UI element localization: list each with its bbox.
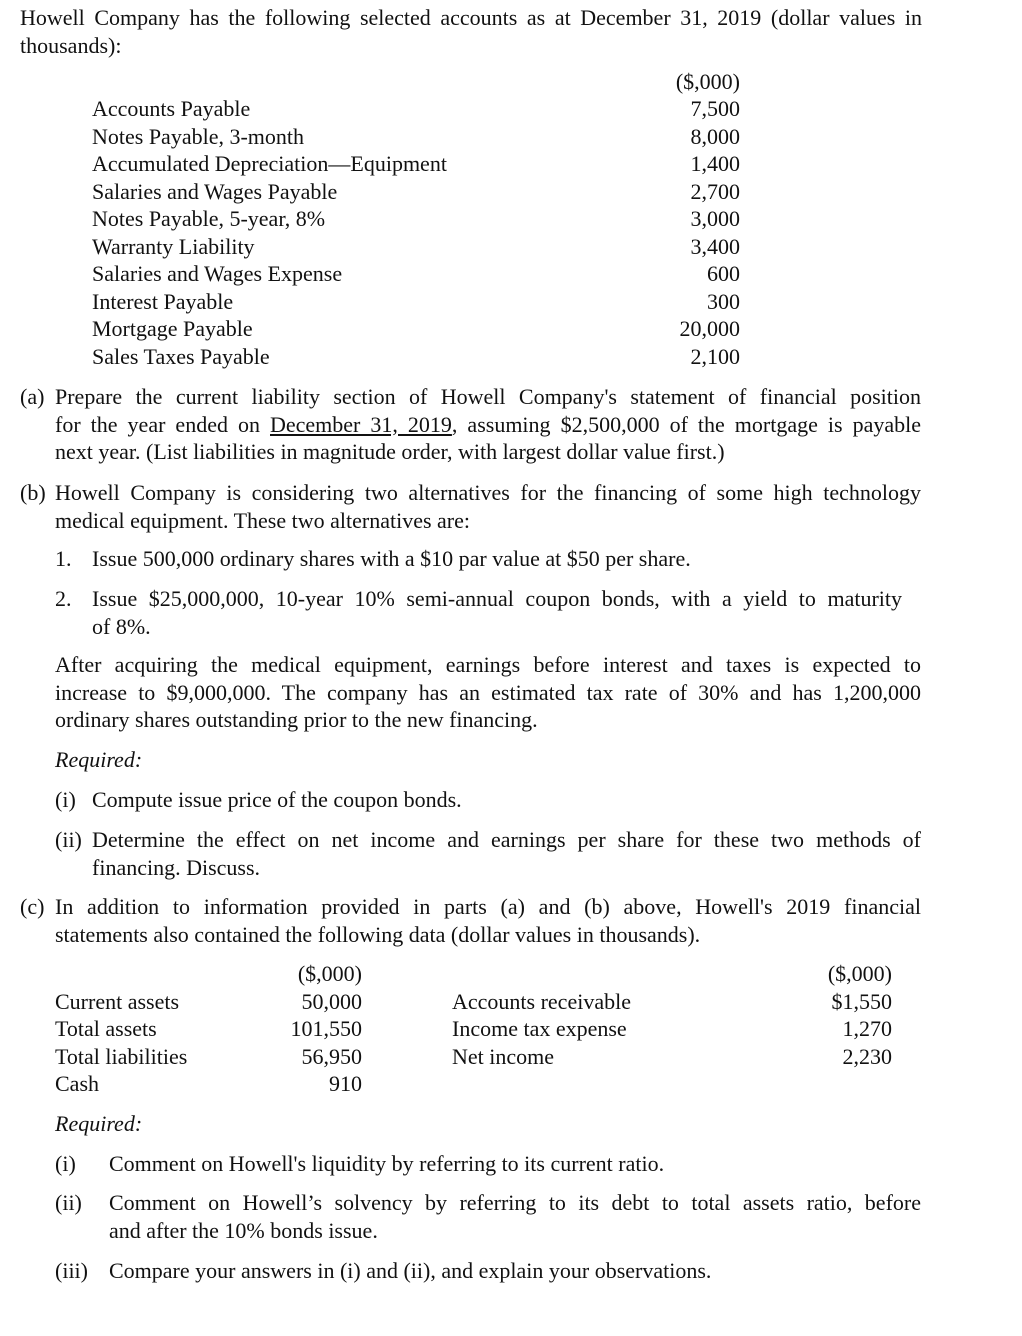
part-b-required-heading: [55, 746, 142, 774]
part-a-label: (a): [20, 384, 45, 409]
part-c-req-i-label: (i): [55, 1151, 76, 1176]
left-row-amount: 910: [329, 1071, 362, 1096]
account-name: Accounts Payable: [92, 96, 251, 121]
account-row: [92, 343, 740, 371]
account-name: Notes Payable, 5-year, 8%: [92, 206, 326, 231]
account-row: [92, 95, 740, 123]
right-row-amount: 2,230: [842, 1043, 892, 1069]
part-a-line-2-pre: for the year ended on: [55, 411, 270, 437]
part-c-label: (c): [20, 894, 45, 919]
account-amount: 3,400: [690, 233, 740, 259]
right-row-name: Net income: [452, 1043, 555, 1069]
part-c-req-ii-line-2: and after the 10% bonds issue.: [109, 1217, 378, 1243]
date-link: December 31, 2019: [270, 411, 452, 437]
intro-line-2: thousands):: [20, 32, 122, 58]
account-row: [92, 260, 740, 288]
left-row-name: Total liabilities: [55, 1043, 188, 1069]
account-amount: 20,000: [679, 316, 740, 341]
left-row-amount: 56,950: [301, 1043, 362, 1069]
account-amount: 3,000: [690, 206, 740, 231]
part-b-line-2: medical equipment. These two alternatives are:: [55, 507, 470, 533]
option-1-number: 1.: [55, 546, 72, 571]
account-name: Interest Payable: [92, 288, 234, 314]
option-2-number: 2.: [55, 586, 72, 611]
part-a-line-2-post: , assuming $2,500,000 of the mortgage is payable: [451, 411, 921, 437]
part-b-req-ii-line-1: Determine the effect on net income and earnings per share for these two methods of: [92, 827, 921, 852]
accounts-unit-header: ($,000): [675, 69, 740, 94]
part-b-para-1: After acquiring the medical equipment, earnings before interest and taxes is expected to: [55, 652, 921, 677]
left-unit-header: ($,000): [297, 961, 362, 986]
right-row-amount: $1,550: [831, 988, 892, 1014]
option-2-line-2: of 8%.: [92, 613, 151, 639]
account-row: [92, 123, 740, 151]
part-b-para-2: increase to $9,000,000. The company has an estimated tax rate of 30% and has 1,200,000: [55, 679, 921, 705]
intro-line-1: Howell Company has the following selected accounts as at December 31, 2019 (dollar values in: [20, 5, 922, 30]
part-b-line-1: Howell Company is considering two alternatives for the financing of some high technology: [55, 480, 921, 505]
left-row-amount: 50,000: [301, 988, 362, 1014]
part-c-line-1: In addition to information provided in parts (a) and (b) above, Howell's 2019 financial: [55, 894, 921, 919]
account-row: [92, 233, 740, 261]
account-row: [92, 315, 740, 343]
right-unit-header: ($,000): [827, 961, 892, 986]
account-name: Notes Payable, 3-month: [92, 123, 305, 149]
right-row-amount: 1,270: [842, 1016, 892, 1041]
left-row-name: Cash: [55, 1071, 99, 1096]
part-c-req-ii-line-1: Comment on Howell’s solvency by referring to its debt to total assets ratio, before: [109, 1190, 921, 1215]
part-c-req-iii-label: (iii): [55, 1258, 88, 1283]
account-row: [92, 288, 740, 316]
account-amount: 300: [707, 288, 740, 314]
option-1-text: Issue 500,000 ordinary shares with a $10 par value at $50 per share.: [92, 546, 691, 571]
part-c-req-ii-label: (ii): [55, 1190, 82, 1215]
account-amount: 2,100: [690, 343, 740, 369]
required-label: Required:: [55, 1111, 143, 1136]
right-row-name: Income tax expense: [452, 1016, 627, 1041]
part-a-line-2: [55, 411, 921, 439]
account-row: [92, 178, 740, 206]
account-row: [92, 150, 740, 178]
account-amount: 8,000: [690, 123, 740, 149]
part-a-line-1: Prepare the current liability section of Howell Company's statement of financial position: [55, 384, 921, 409]
account-name: Mortgage Payable: [92, 316, 253, 341]
left-row-name: Current assets: [55, 988, 180, 1014]
part-b-req-i-text: Compute issue price of the coupon bonds.: [92, 787, 462, 812]
left-row-name: Total assets: [55, 1016, 157, 1041]
option-2-line-1: Issue $25,000,000, 10-year 10% semi-annual coupon bonds, with a yield to maturity: [92, 586, 902, 611]
part-b-req-i-label: (i): [55, 787, 76, 812]
account-amount: 600: [707, 261, 740, 286]
account-amount: 2,700: [690, 178, 740, 204]
account-row: [92, 205, 740, 233]
account-name: Accumulated Depreciation—Equipment: [92, 151, 447, 176]
account-name: Sales Taxes Payable: [92, 343, 270, 369]
part-b-para-3: ordinary shares outstanding prior to the new financing.: [55, 707, 538, 732]
right-row-name: Accounts receivable: [452, 988, 631, 1014]
part-b-req-ii-label: (ii): [55, 827, 82, 852]
account-name: Salaries and Wages Expense: [92, 261, 343, 286]
part-c-req-i-text: Comment on Howell's liquidity by referring to its current ratio.: [109, 1151, 665, 1176]
part-c-line-2: statements also contained the following data (dollar values in thousands).: [55, 921, 701, 947]
account-amount: 1,400: [690, 151, 740, 176]
part-b-label: (b): [20, 480, 46, 505]
part-b-req-ii-line-2: financing. Discuss.: [92, 854, 261, 880]
part-a-line-3: next year. (List liabilities in magnitude order, with largest dollar value first.): [55, 439, 725, 464]
account-name: Salaries and Wages Payable: [92, 178, 338, 204]
part-c-required-heading: [55, 1110, 142, 1138]
account-amount: 7,500: [690, 96, 740, 121]
part-c-req-iii-text: Compare your answers in (i) and (ii), and explain your observations.: [109, 1258, 712, 1283]
required-label: Required:: [55, 747, 143, 772]
left-row-amount: 101,550: [290, 1016, 362, 1041]
account-name: Warranty Liability: [92, 233, 255, 259]
